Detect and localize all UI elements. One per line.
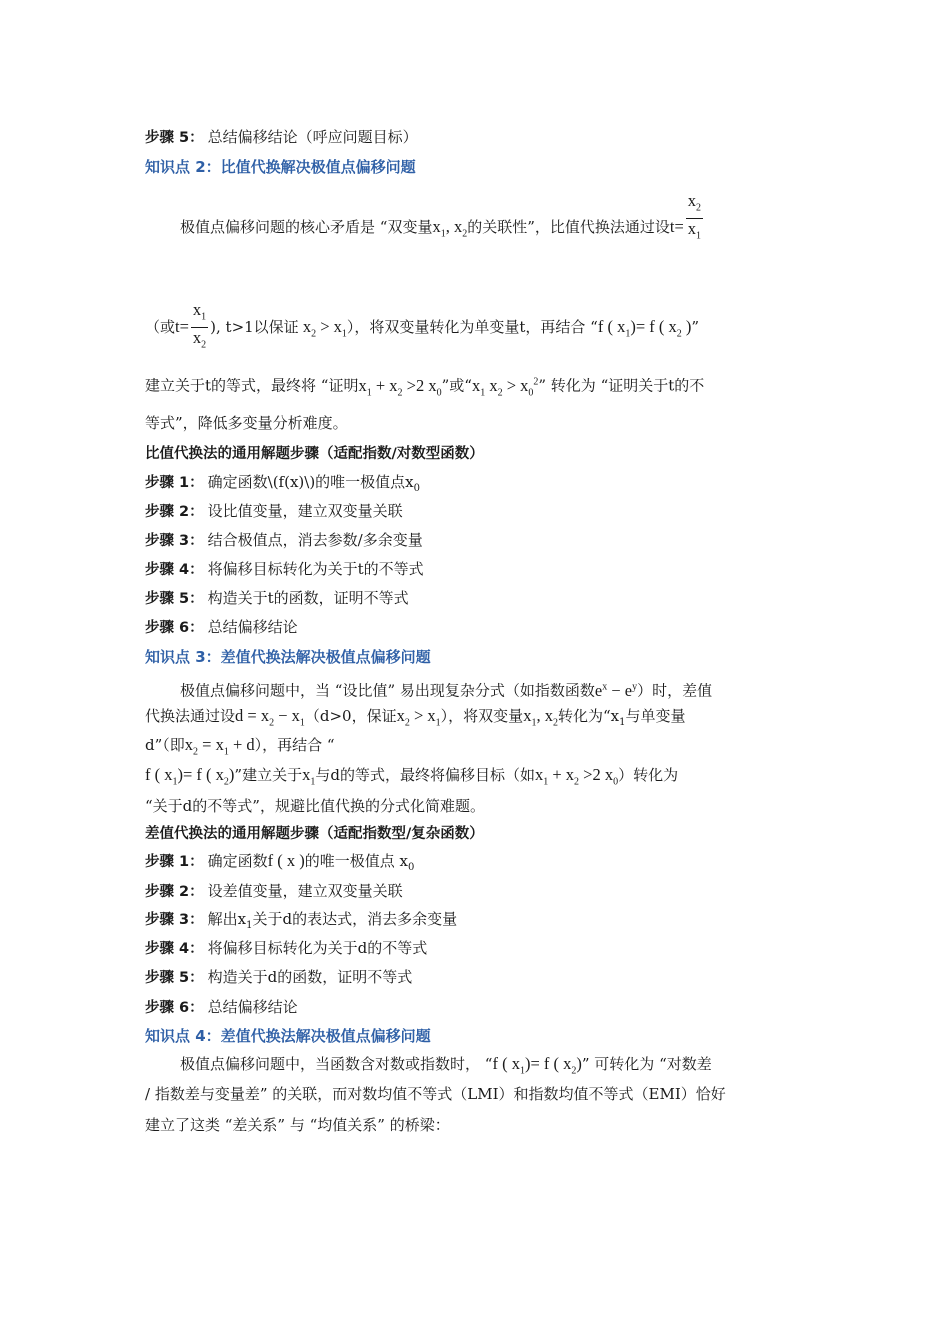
step-line (145, 127, 418, 148)
k2-steps-title: 比值代换法的通用解题步骤（适配指数/对数型函数） (145, 446, 484, 462)
k2-step-5: 步骤 5： 构造关于t的函数，证明不等式 (145, 589, 409, 607)
k3-paragraph-line-3: d”（即$x_2 = x_1 + d$），再结合 “ (145, 735, 335, 758)
k3-paragraph-line-4: f ( $x_1)= f$ ( $x_2$)”建立关于$x_1$与d的等式，最终将偏移目标（如$x_1 + x_2 >2$ $x_0$）转化为 (145, 765, 679, 788)
k3-paragraph-line-5: “关于d的不等式”，规避比值代换的分式化简难题。 (145, 797, 485, 815)
step-label: 步骤 5： (145, 130, 204, 146)
section-heading-k3: 知识点 3：差值代换法解决极值点偏移问题 (145, 648, 431, 666)
k2-step-3: 步骤 3： 结合极值点，消去参数/多余变量 (145, 531, 423, 549)
k2-paragraph-line-1: 极值点偏移问题的核心矛盾是 “双变量$x_1$, $x_2$的关联性”，比值代换法通过设t= $\frac{x_2}{x_1}$ (180, 191, 702, 242)
k3-step-3: 步骤 3： 解出$x_1$关于d的表达式，消去多余变量 (145, 910, 458, 931)
k4-paragraph-line-1: 极值点偏移问题中，当函数含对数或指数时， “f ( $x_1)= f$ ( $x_2$)” 可转化为 “对数差 (180, 1054, 712, 1077)
k3-step-5: 步骤 5： 构造关于d的函数，证明不等式 (145, 968, 413, 986)
step-text: 总结偏移结论（呼应问题目标） (207, 128, 418, 146)
section-heading-k4: 知识点 4：差值代换法解决极值点偏移问题 (145, 1027, 431, 1045)
k3-step-1: 步骤 1： 确定函数f ( x )的唯一极值点 $x_0$ (145, 851, 415, 873)
k2-paragraph-line-4: 等式”，降低多变量分析难度。 (145, 414, 348, 432)
k2-step-1: 步骤 1： 确定函数\(f(x)\)的唯一极值点$x_0$ (145, 473, 421, 494)
k2-paragraph-line-3: 建立关于t的等式，最终将 “证明$x_1 + x_2 >2$ $x_0$”或“$x_1$ $x_2 > x_0^2$” 转化为 “证明关于t的不 (145, 375, 705, 398)
k2-step-6: 步骤 6： 总结偏移结论 (145, 618, 298, 636)
k3-paragraph-line-1: 极值点偏移问题中，当 “设比值” 易出现复杂分式（如指数函数$e^x - e^y$）时，差值 (180, 680, 713, 700)
k2-step-2: 步骤 2： 设比值变量，建立双变量关联 (145, 502, 403, 520)
k3-step-6: 步骤 6： 总结偏移结论 (145, 998, 298, 1016)
k2-step-4: 步骤 4： 将偏移目标转化为关于t的不等式 (145, 560, 424, 578)
k3-step-4: 步骤 4： 将偏移目标转化为关于d的不等式 (145, 939, 428, 957)
k2-paragraph-line-2: （或t= $\frac{x_1}{x_2}$ ), t>1以保证 $x_2 > x_1$），将双变量转化为单变量t，再结合 “f ( $x_1)= f$ ( $x_2$ )” (145, 300, 700, 351)
k3-paragraph-line-2: 代换法通过设$d = x_2 - x_1(d>0$，保证$x_2 > x_1$），将双变量$x_1$, $x_2$转化为“$x_1$与单变量 (145, 706, 686, 729)
k3-step-2: 步骤 2： 设差值变量，建立双变量关联 (145, 882, 403, 900)
k4-paragraph-line-2: / 指数差与变量差” 的关联，而对数均值不等式（LMI）和指数均值不等式（EMI）恰好 (145, 1085, 726, 1103)
k3-steps-title: 差值代换法的通用解题步骤（适配指数型/复杂函数） (145, 826, 484, 842)
section-heading-k2: 知识点 2：比值代换解决极值点偏移问题 (145, 158, 416, 176)
k4-paragraph-line-3: 建立了这类 “差关系” 与 “均值关系” 的桥梁： (145, 1116, 450, 1134)
